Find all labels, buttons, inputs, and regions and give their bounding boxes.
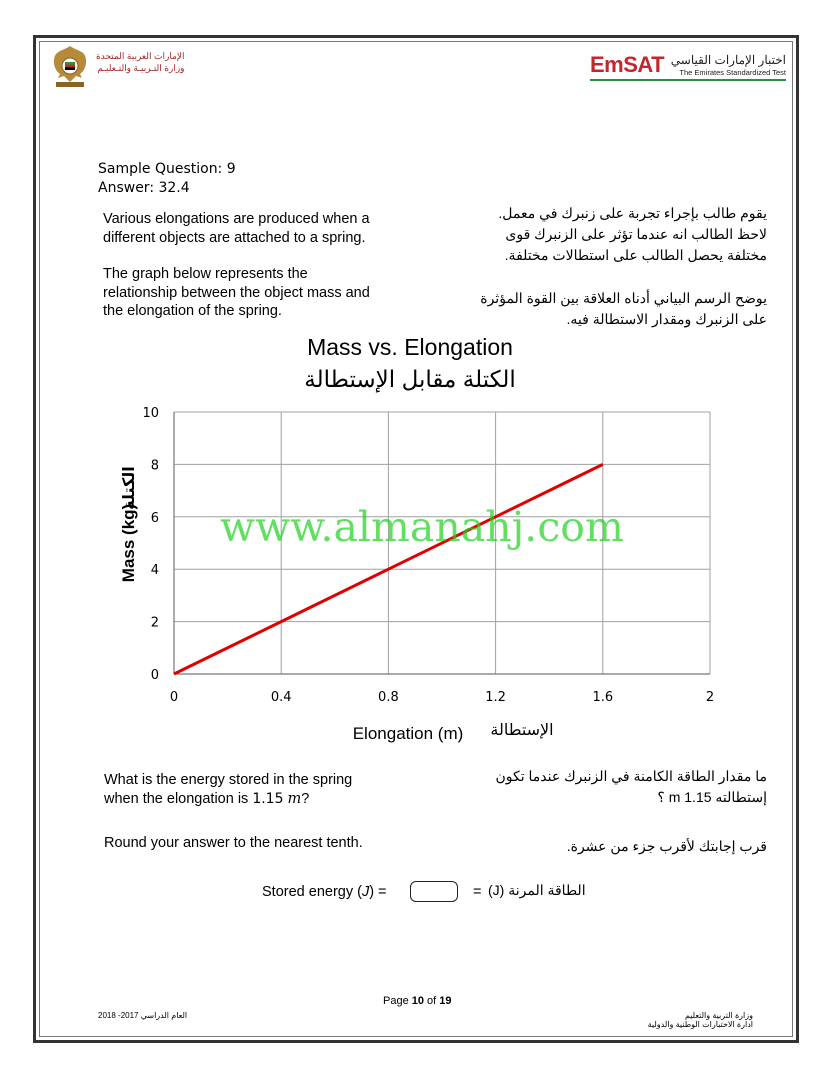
- y-axis-label: Mass (kg): [119, 503, 138, 583]
- x-axis-label: Elongation (m): [352, 724, 464, 743]
- stored-energy-prefix: Stored energy (: [262, 884, 362, 900]
- page-current: 10: [411, 995, 424, 1007]
- y-tick-label: 6: [150, 510, 159, 526]
- question-suffix: ?: [301, 790, 310, 807]
- footer-ministry: [560, 1011, 753, 1029]
- stored-energy-label-arabic: (J) الطاقة المرنة: [488, 882, 586, 898]
- intro-ar-line: على الزنبرك ومقدار الاستطالة فيه.: [566, 311, 767, 327]
- sample-answer: Answer: 32.4: [98, 180, 190, 196]
- stored-energy-answer-input[interactable]: [410, 881, 458, 902]
- watermark: www.almanahj.com: [220, 503, 624, 551]
- question-ar-line: ما مقدار الطاقة الكامنة في الزنبرك عندما تكون: [495, 768, 767, 784]
- x-tick-label: 0.8: [378, 690, 399, 705]
- equals-sign: =: [473, 884, 482, 900]
- x-tick-label: 0.4: [270, 690, 292, 705]
- x-tick-label: 2: [705, 690, 715, 705]
- x-axis-label-arabic: الإستطالة: [490, 720, 554, 739]
- intro-ar-line: لاحظ الطالب انه عندما تؤثر على الزنبرك قوى: [505, 226, 767, 242]
- question-arabic: [440, 766, 767, 808]
- x-tick-label: 0: [169, 690, 179, 705]
- emsat-word: EmSAT: [590, 52, 665, 77]
- emsat-english-title: The Emirates Standardized Test: [679, 68, 786, 77]
- stored-energy-suffix: ) =: [369, 884, 387, 900]
- intro-en-line: the elongation of the spring.: [103, 303, 282, 319]
- y-axis-label-arabic: الكتلة: [119, 466, 138, 510]
- x-tick-label: 1.2: [485, 690, 506, 705]
- chart-title-arabic: الكتلة مقابل الإستطالة: [304, 366, 516, 392]
- footer-ministry-line-1: وزارة التربية والتعليم: [684, 1011, 753, 1020]
- intro-ar-line: مختلفة يحصل الطالب على استطالات مختلفة.: [504, 247, 767, 263]
- chart-title: Mass vs. Elongation: [307, 334, 513, 360]
- stored-energy-unit: J: [361, 884, 370, 900]
- academic-year: العام الدراسي 2017- 2018: [98, 1011, 188, 1020]
- question-en-line: [104, 790, 424, 809]
- question-prefix: when the elongation is: [104, 790, 253, 807]
- intro-ar-line: يوضح الرسم البياني أدناه العلاقة بين القوة المؤثرة: [480, 290, 767, 306]
- y-tick-label: 8: [150, 458, 159, 474]
- question-ar-line: إستطالته 1.15 m ؟: [657, 789, 767, 805]
- footer-ministry-line-2: ادارة الاختبارات الوطنية والدولية: [647, 1020, 753, 1029]
- intro-en-line: relationship between the object mass and: [103, 284, 370, 301]
- question-unit: m: [287, 790, 302, 807]
- y-tick-label: 10: [142, 406, 159, 421]
- ministry-line-2: وزارة التـربيـة والتـعليـم: [97, 63, 185, 73]
- x-tick-label: 1.6: [592, 690, 614, 705]
- ministry-line-1: الإمارات العربية المتحدة: [96, 51, 185, 61]
- y-tick-label: 4: [150, 563, 159, 579]
- intro-en-line: The graph below represents the: [103, 266, 308, 282]
- page-of: of: [424, 995, 440, 1007]
- y-tick-label: 2: [150, 615, 159, 631]
- round-instruction-en: Round your answer to the nearest tenth.: [104, 835, 363, 851]
- intro-en-line: Various elongations are produced when a: [103, 211, 370, 227]
- page-total: 19: [439, 995, 452, 1007]
- question-value: 1.15: [252, 790, 284, 807]
- intro-ar-line: يقوم طالب بإجراء تجربة على زنبرك في معمل.: [498, 205, 767, 221]
- page-prefix: Page: [383, 995, 412, 1007]
- round-instruction-ar: قرب إجابتك لأقرب جزء من عشرة.: [566, 838, 767, 854]
- y-tick-label: 0: [150, 668, 159, 683]
- intro-en-line: different objects are attached to a spring.: [103, 229, 366, 246]
- stored-energy-label: [262, 884, 387, 900]
- page-number: [383, 995, 452, 1007]
- question-en-line: What is the energy stored in the spring: [104, 772, 353, 788]
- sample-question-number: Sample Question: 9: [98, 161, 236, 177]
- emsat-arabic-title: اختبار الإمارات القياسي: [670, 53, 786, 67]
- question-english: [104, 771, 424, 808]
